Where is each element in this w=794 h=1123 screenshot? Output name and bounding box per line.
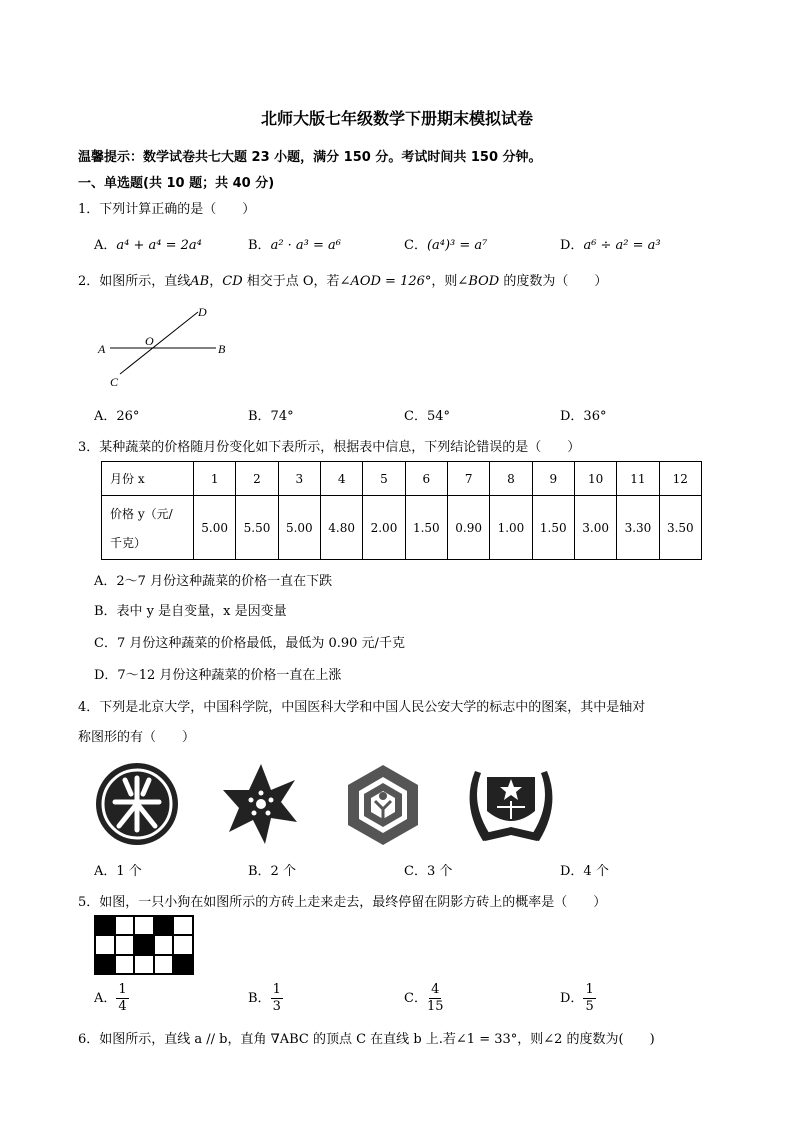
- q5-stem: 5．如图，一只小狗在如图所示的方砖上走来走去，最终停留在阴影方砖上的概率是（ ）: [78, 895, 607, 910]
- q5-c-label: C．: [404, 991, 427, 1006]
- q2-line-cd: CD: [222, 274, 243, 289]
- q5-option-c[interactable]: [404, 982, 444, 1015]
- fraction: [116, 982, 128, 1015]
- q5-option-d[interactable]: [560, 982, 596, 1015]
- q2-angle-aod: ∠AOD = 126°: [339, 274, 432, 289]
- q3-option-c[interactable]: C．7 月份这种蔬菜的价格最低，最低为 0.90 元/千克: [94, 636, 405, 651]
- cas-logo: [222, 762, 300, 846]
- q1-option-c[interactable]: [404, 234, 487, 253]
- section-heading: 一、单选题(共 10 题；共 40 分): [78, 176, 275, 191]
- numerator: 4: [431, 982, 440, 997]
- q1-c-text: (a⁴)³ = a⁷: [426, 238, 488, 253]
- q1-b-label: B．: [248, 238, 271, 253]
- tile: [134, 955, 154, 974]
- tile: [173, 916, 193, 935]
- q1-d-text: a⁶ ÷ a² = a³: [583, 238, 661, 253]
- price-cell: 5.00: [278, 496, 320, 560]
- q4-option-a[interactable]: A．1 个: [94, 864, 142, 879]
- month-cell: 1: [194, 462, 236, 496]
- table-row-month: [102, 462, 702, 496]
- tile: [173, 935, 193, 954]
- q2-sep: ，: [209, 274, 223, 289]
- month-cell: 2: [236, 462, 278, 496]
- tile: [115, 935, 135, 954]
- q2-stem: [78, 270, 607, 289]
- price-head-line1: 价格 y（元/: [110, 506, 173, 521]
- month-cell: 7: [447, 462, 489, 496]
- price-cell: 3.50: [659, 496, 701, 560]
- q5-option-b[interactable]: [248, 982, 283, 1015]
- label-b: B: [218, 342, 226, 356]
- q2-figure: [94, 302, 244, 394]
- price-head-line2: 千克）: [110, 535, 147, 550]
- month-cell: 10: [574, 462, 616, 496]
- q3-option-a[interactable]: A．2～7 月份这种蔬菜的价格一直在下跌: [94, 574, 333, 589]
- q3-option-d[interactable]: D．7～12 月份这种蔬菜的价格一直在上涨: [94, 668, 342, 683]
- tile: [115, 955, 135, 974]
- q1-a-text: a⁴ + a⁴ = 2a⁴: [116, 238, 202, 253]
- q4-stem-line2: 称图形的有（ ）: [78, 730, 196, 745]
- q2-line-ab: AB: [190, 274, 210, 289]
- q1-option-b[interactable]: [248, 234, 341, 253]
- numerator: 1: [272, 982, 281, 997]
- peking-university-logo: [95, 762, 179, 846]
- denominator: 5: [585, 999, 594, 1014]
- label-c: C: [110, 375, 119, 389]
- q4-option-c[interactable]: C．3 个: [404, 864, 453, 879]
- q2-stem-post: 的度数为（ ）: [499, 274, 608, 289]
- price-cell: 3.30: [617, 496, 659, 560]
- q5-b-label: B．: [248, 991, 271, 1006]
- q1-a-label: A．: [94, 238, 117, 253]
- q4-stem-line1: 4．下列是北京大学，中国科学院，中国医科大学和中国人民公安大学的标志中的图案，其中是轴对: [78, 700, 646, 715]
- label-a: A: [98, 342, 106, 356]
- tile-shaded: [134, 935, 154, 954]
- price-cell: 2.00: [363, 496, 405, 560]
- q3-option-b[interactable]: B．表中 y 是自变量，x 是因变量: [94, 604, 287, 619]
- q3-stem: 3．某种蔬菜的价格随月份变化如下表所示，根据表中信息，下列结论错误的是（ ）: [78, 440, 581, 455]
- ppsu-logo: [466, 760, 556, 850]
- price-cell: 5.50: [236, 496, 278, 560]
- line-cd: [120, 312, 198, 374]
- fraction: [271, 982, 283, 1015]
- q2-option-c[interactable]: C．54°: [404, 409, 450, 424]
- q5-option-a[interactable]: [94, 982, 129, 1015]
- tile-shaded: [95, 955, 115, 974]
- price-cell: 1.50: [405, 496, 447, 560]
- page-title: 北师大版七年级数学下册期末模拟试卷: [260, 109, 533, 128]
- price-table: [101, 461, 702, 560]
- month-cell: 3: [278, 462, 320, 496]
- label-o: O: [145, 334, 154, 348]
- price-cell: 4.80: [320, 496, 362, 560]
- label-d: D: [198, 305, 207, 319]
- q6-stem: 6．如图所示，直线 a // b，直角 ∇ABC 的顶点 C 在直线 b 上.若∠1 = 33°，则∠2 的度数为( ): [78, 1032, 655, 1047]
- numerator: 1: [118, 982, 127, 997]
- q4-option-d[interactable]: D．4 个: [560, 864, 609, 879]
- q5-d-label: D．: [560, 991, 584, 1006]
- q2-angle-bod: ∠BOD: [457, 274, 500, 289]
- q1-d-label: D．: [560, 238, 584, 253]
- month-cell: 4: [320, 462, 362, 496]
- fraction: [427, 982, 444, 1015]
- month-cell: 6: [405, 462, 447, 496]
- q2-option-a[interactable]: A．26°: [94, 409, 140, 424]
- q1-stem: 1．下列计算正确的是（ ）: [78, 202, 256, 217]
- price-cell: 1.50: [532, 496, 574, 560]
- q1-option-d[interactable]: [560, 234, 661, 253]
- table-head-price: [102, 496, 194, 560]
- month-cell: 11: [617, 462, 659, 496]
- tile: [115, 916, 135, 935]
- denominator: 4: [118, 999, 127, 1014]
- q4-option-b[interactable]: B．2 个: [248, 864, 296, 879]
- q1-c-label: C．: [404, 238, 427, 253]
- price-cell: 5.00: [194, 496, 236, 560]
- tile-shaded: [154, 916, 174, 935]
- q2-stem-pre: 2．如图所示，直线: [78, 274, 191, 289]
- denominator: 3: [272, 999, 281, 1014]
- q1-option-a[interactable]: [94, 234, 202, 253]
- tile: [95, 935, 115, 954]
- tile-shaded: [95, 916, 115, 935]
- month-cell: 9: [532, 462, 574, 496]
- q2-stem-mid: 相交于点 O，若: [242, 274, 340, 289]
- tile-grid: [94, 915, 194, 975]
- cmu-logo: [343, 762, 423, 848]
- tile: [154, 935, 174, 954]
- price-cell: 3.00: [574, 496, 616, 560]
- month-cell: 8: [490, 462, 532, 496]
- q2-option-d[interactable]: D．36°: [560, 409, 607, 424]
- price-cell: 0.90: [447, 496, 489, 560]
- q2-option-b[interactable]: B．74°: [248, 409, 294, 424]
- q1-b-text: a² · a³ = a⁶: [270, 238, 342, 253]
- table-row-price: [102, 496, 702, 560]
- month-cell: 5: [363, 462, 405, 496]
- tile: [134, 916, 154, 935]
- month-cell: 12: [659, 462, 701, 496]
- table-head-month: 月份 x: [102, 462, 194, 496]
- q5-a-label: A．: [94, 991, 117, 1006]
- q2-stem-mid2: ，则: [431, 274, 458, 289]
- fraction: [583, 982, 595, 1015]
- tile: [154, 955, 174, 974]
- exam-tip: 温馨提示：数学试卷共七大题 23 小题，满分 150 分。考试时间共 150 分钟。: [78, 150, 542, 165]
- numerator: 1: [585, 982, 594, 997]
- tile-shaded: [173, 955, 193, 974]
- price-cell: 1.00: [490, 496, 532, 560]
- denominator: 15: [426, 999, 444, 1014]
